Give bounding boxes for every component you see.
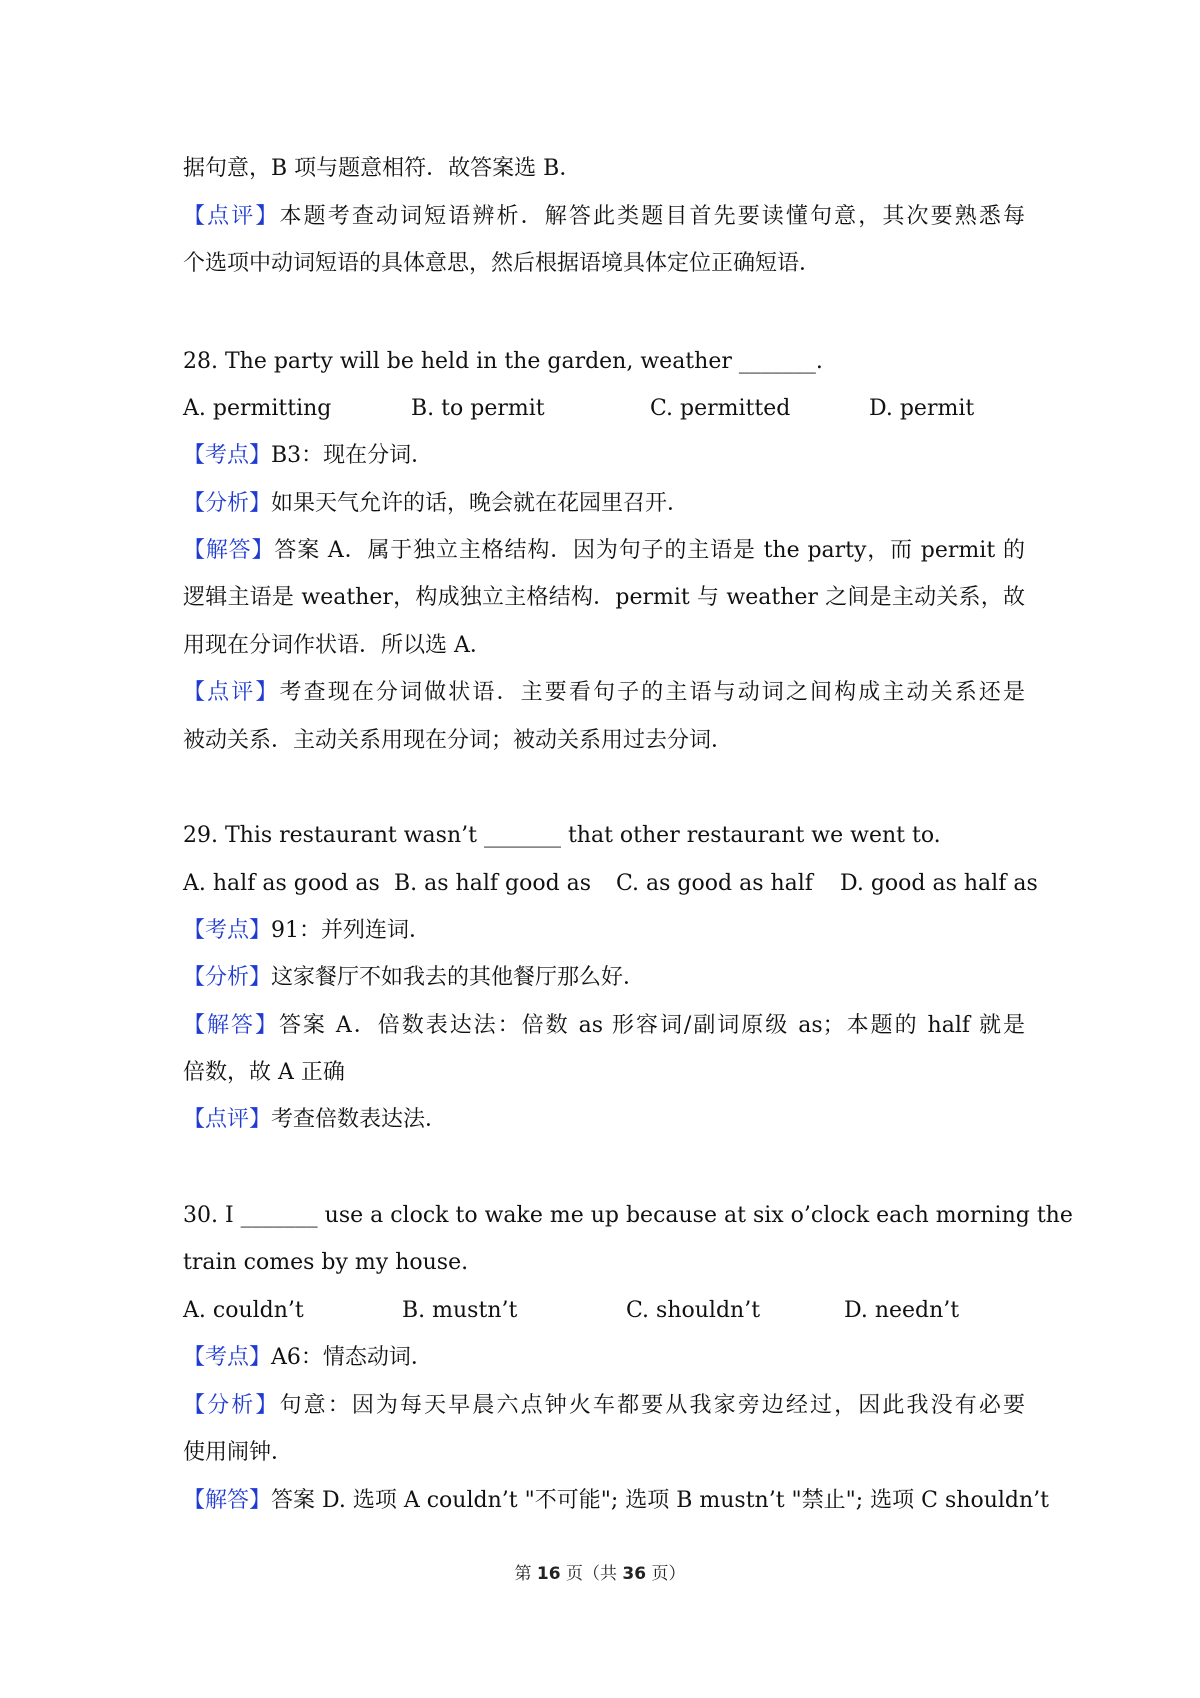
q29-fenxi: 【分析】这家餐厅不如我去的其他餐厅那么好． [183,965,646,990]
q30-stem-2: train comes by my house. [183,1250,469,1275]
q30-option-a: A. couldn’t [183,1298,304,1323]
q28-dianping: 【点评】考查现在分词做状语．主要看句子的主语与动词之间构成主动关系还是 [183,680,1025,705]
q30-fenxi: 【分析】句意：因为每天早晨六点钟火车都要从我家旁边经过，因此我没有必要 [183,1393,1025,1418]
q30-option-c: C. shouldn’t [626,1298,761,1323]
page-number: 16 [536,1564,561,1584]
q30-fenxi-2: 使用闹钟． [183,1440,294,1465]
q29-jieda-2: 倍数，故 A 正确 [183,1060,345,1085]
q29-option-a: A. half as good as [183,871,380,896]
q28-fenxi: 【分析】如果天气允许的话，晚会就在花园里召开． [183,491,690,516]
page-total: 36 [622,1564,647,1584]
q28-option-d: D. permit [869,396,975,421]
comment-tag: 【点评】 [183,204,280,229]
q28-options [183,394,1025,424]
q30-option-d: D. needn’t [844,1298,960,1323]
q30-option-b: B. mustn’t [402,1298,518,1323]
q29-dianping: 【点评】考查倍数表达法． [183,1107,448,1132]
q29-kaodian: 【考点】91：并列连词． [183,918,432,943]
q28-option-a: A. permitting [183,396,332,421]
page-footer: 第 16 页（共 36 页） [514,1564,686,1584]
q28-jieda-3: 用现在分词作状语．所以选 A． [183,633,492,658]
q29-option-c: C. as good as half [616,871,813,896]
q28-jieda: 【解答】答案 A．属于独立主格结构．因为句子的主语是 the party，而 permit 的 [183,538,1025,563]
q28-dianping-2: 被动关系．主动关系用现在分词；被动关系用过去分词． [183,728,734,753]
q29-options [183,869,1038,899]
q28-stem: 28. The party will be held in the garden, weather _______. [183,349,823,374]
q30-jieda: 【解答】答案 D. 选项 A couldn’t "不可能"; 选项 B mustn’t "禁止"; 选项 C shouldn’t [183,1488,1049,1513]
q30-options [183,1296,1025,1326]
q30-stem: 30. I _______ use a clock to wake me up because at six o’clock each morning the [183,1203,1073,1228]
q28-jieda-2: 逻辑主语是 weather，构成独立主格结构．permit 与 weather 之间是主动关系，故 [183,585,1025,610]
q29-stem: 29. This restaurant wasn’t _______ that other restaurant we went to. [183,823,941,848]
q28-kaodian: 【考点】B3：现在分词． [183,443,434,468]
q29-option-b: B. as half good as [394,871,592,896]
q30-kaodian: 【考点】A6：情态动词． [183,1345,433,1370]
q29-jieda: 【解答】答案 A．倍数表达法：倍数 as 形容词/副词原级 as；本题的 half 就是 [183,1013,1025,1038]
q28-option-b: B. to permit [411,396,545,421]
answer-conclusion-line: 据句意，B 项与题意相符．故答案选 B． [183,156,582,181]
q29-option-d: D. good as half as [840,871,1038,896]
q28-option-c: C. permitted [650,396,791,421]
comment-line: 【点评】本题考查动词短语辨析．解答此类题目首先要读懂句意，其次要熟悉每 [183,204,1025,229]
comment-line-2: 个选项中动词短语的具体意思，然后根据语境具体定位正确短语． [183,251,822,276]
